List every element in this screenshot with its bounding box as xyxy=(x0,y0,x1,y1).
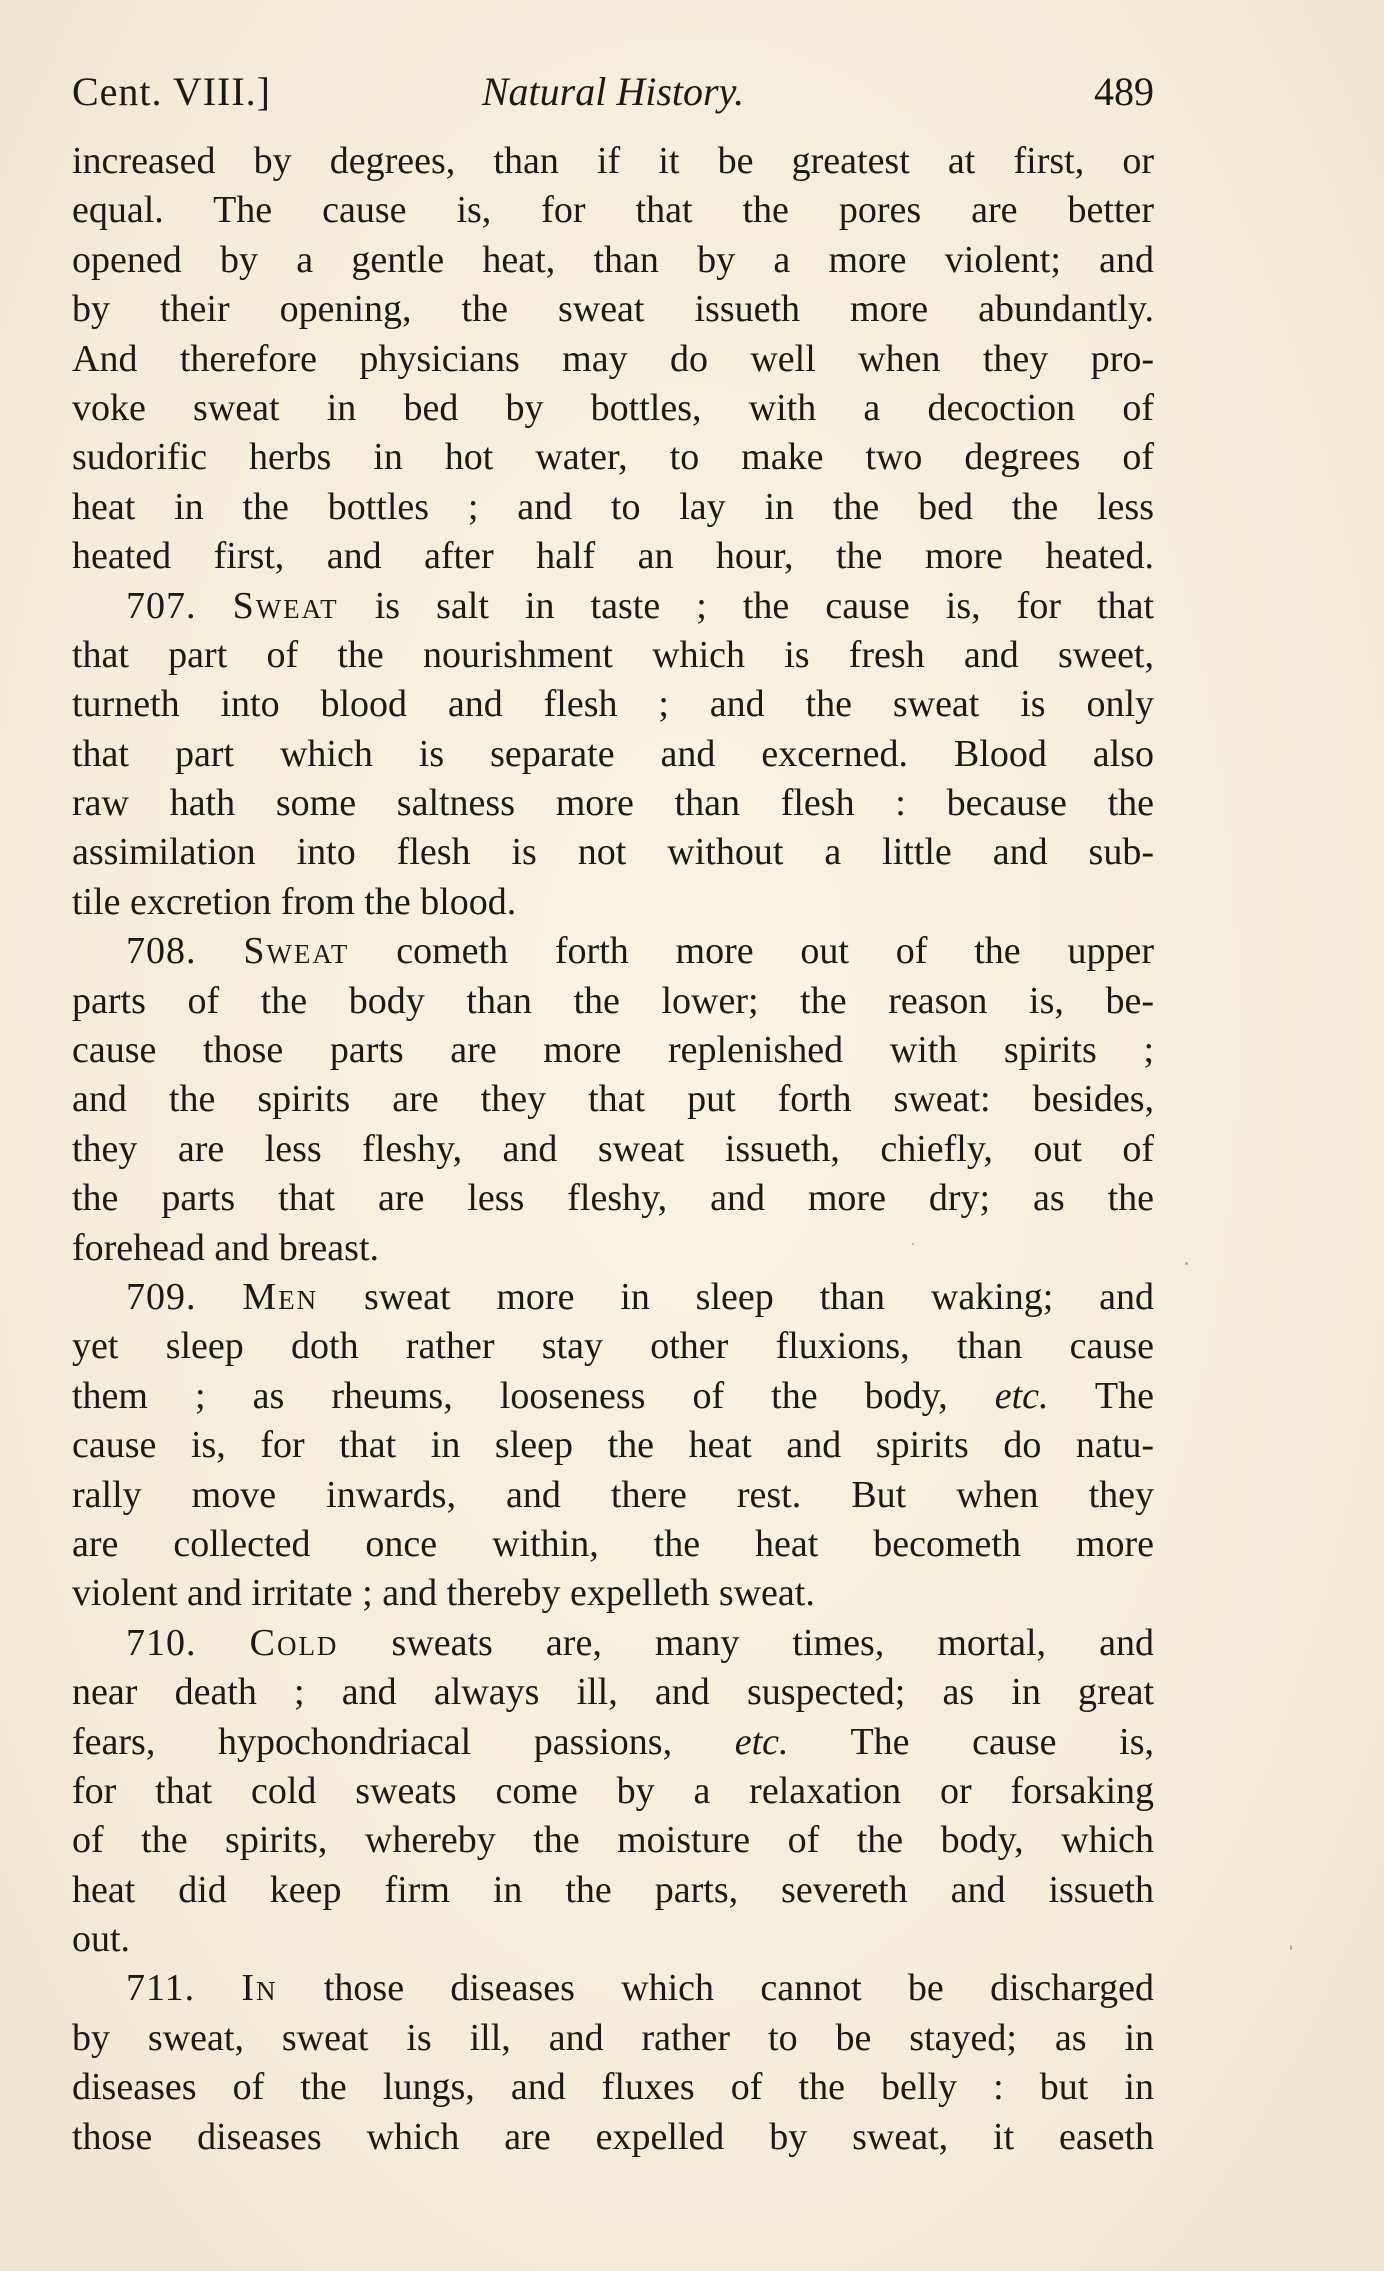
paragraph-text: sweats are, many times, mortal, and xyxy=(338,1621,1154,1664)
text-line: sudorific herbs in hot water, to make two degrees of xyxy=(72,436,1154,479)
paragraph-text: cometh forth more out of the upper xyxy=(349,930,1155,973)
text-line: they are less fleshy, and sweat issueth, chiefly, out of xyxy=(72,1127,1154,1170)
text-line: forehead and breast. xyxy=(72,1226,380,1269)
text-line: rally move inwards, and there rest. But when they xyxy=(72,1473,1154,1516)
line-text: The cause is, xyxy=(788,1720,1154,1763)
text-line: heated first, and after half an hour, the more heated. xyxy=(72,535,1154,578)
text-line: violent and irritate ; and thereby expelleth sweat. xyxy=(72,1572,815,1615)
text-line: that part which is separate and excerned. Blood also xyxy=(72,732,1154,775)
paper-speck xyxy=(1290,1945,1292,1950)
text-line: voke sweat in bed by bottles, with a decoction of xyxy=(72,386,1154,429)
text-line: heat did keep firm in the parts, severeth and issueth xyxy=(72,1868,1154,1911)
text-line: assimilation into flesh is not without a little and sub- xyxy=(72,831,1154,874)
text-line: out. xyxy=(72,1918,131,1961)
italic-abbrev: etc. xyxy=(994,1374,1049,1417)
paper-speck xyxy=(912,1243,914,1245)
text-line: And therefore physicians may do well when they pro- xyxy=(72,337,1154,380)
paragraph-lead-word: In xyxy=(241,1967,278,2010)
text-line: of the spirits, whereby the moisture of the body, which xyxy=(72,1819,1154,1862)
text-line: tile excretion from the blood. xyxy=(72,880,517,923)
text-line xyxy=(72,927,1154,976)
text-line: heat in the bottles ; and to lay in the bed the less xyxy=(72,485,1154,528)
text-line: by their opening, the sweat issueth more abundantly. xyxy=(72,288,1154,331)
paper-speck xyxy=(1185,1262,1188,1265)
text-line: and the spirits are they that put forth sweat: besides, xyxy=(72,1078,1154,1121)
paragraph-number: 708. xyxy=(126,930,197,973)
paragraph-number: 710. xyxy=(126,1621,197,1664)
paragraph-lead-word: Sweat xyxy=(243,930,350,973)
text-line xyxy=(72,1718,1154,1767)
paragraph-text: sweat more in sleep than waking; and xyxy=(318,1275,1155,1318)
line-text: fears, hypochondriacal passions, xyxy=(72,1720,735,1763)
text-line: are collected once within, the heat becometh more xyxy=(72,1522,1154,1565)
text-line: increased by degrees, than if it be greatest at first, or xyxy=(72,140,1154,182)
paragraph-lead-word: Men xyxy=(242,1275,319,1318)
paragraph-text: is salt in taste ; the cause is, for that xyxy=(338,584,1155,627)
page-number: 489 xyxy=(1094,69,1154,114)
text-line: turneth into blood and flesh ; and the sweat is only xyxy=(72,683,1154,726)
paragraph-text: those diseases which cannot be discharged xyxy=(277,1967,1154,2010)
text-line: raw hath some saltness more than flesh : because the xyxy=(72,782,1154,825)
paragraph-number: 707. xyxy=(126,584,197,627)
line-text: them ; as rheums, looseness of the body, xyxy=(72,1374,995,1417)
text-line: by sweat, sweat is ill, and rather to be stayed; as in xyxy=(72,2016,1154,2059)
text-line: those diseases which are expelled by sweat, it easeth xyxy=(72,2115,1154,2158)
header-title: Natural History. xyxy=(481,69,745,114)
text-line xyxy=(72,582,1154,631)
text-line: for that cold sweats come by a relaxation or forsaking xyxy=(72,1769,1154,1812)
italic-abbrev: etc. xyxy=(734,1720,789,1763)
running-header xyxy=(72,62,1154,122)
paragraph-number: 709. xyxy=(126,1275,197,1318)
text-line: the parts that are less fleshy, and more dry; as the xyxy=(72,1177,1154,1220)
text-line: cause is, for that in sleep the heat and spirits do natu- xyxy=(72,1424,1154,1467)
line-text: The xyxy=(1048,1374,1154,1417)
text-line: diseases of the lungs, and fluxes of the belly : but in xyxy=(72,2066,1154,2109)
header-section: Cent. VIII.] xyxy=(72,69,271,114)
text-line: parts of the body than the lower; the reason is, be- xyxy=(72,979,1154,1022)
text-line: equal. The cause is, for that the pores are better xyxy=(72,189,1154,232)
body-text xyxy=(72,137,1154,2162)
paragraph-lead-word: Cold xyxy=(249,1621,339,1664)
text-line xyxy=(72,1372,1154,1421)
text-line xyxy=(72,1273,1154,1322)
text-line: opened by a gentle heat, than by a more violent; and xyxy=(72,238,1154,281)
paragraph-lead-word: Sweat xyxy=(232,584,339,627)
text-line: near death ; and always ill, and suspected; as in great xyxy=(72,1671,1154,1714)
paragraph-number: 711. xyxy=(126,1967,196,2010)
text-line: yet sleep doth rather stay other fluxions, than cause xyxy=(72,1325,1154,1368)
text-line xyxy=(72,1619,1154,1668)
text-line: that part of the nourishment which is fresh and sweet, xyxy=(72,633,1154,676)
text-line: cause those parts are more replenished with spirits ; xyxy=(72,1029,1154,1072)
text-line xyxy=(72,1964,1154,2013)
